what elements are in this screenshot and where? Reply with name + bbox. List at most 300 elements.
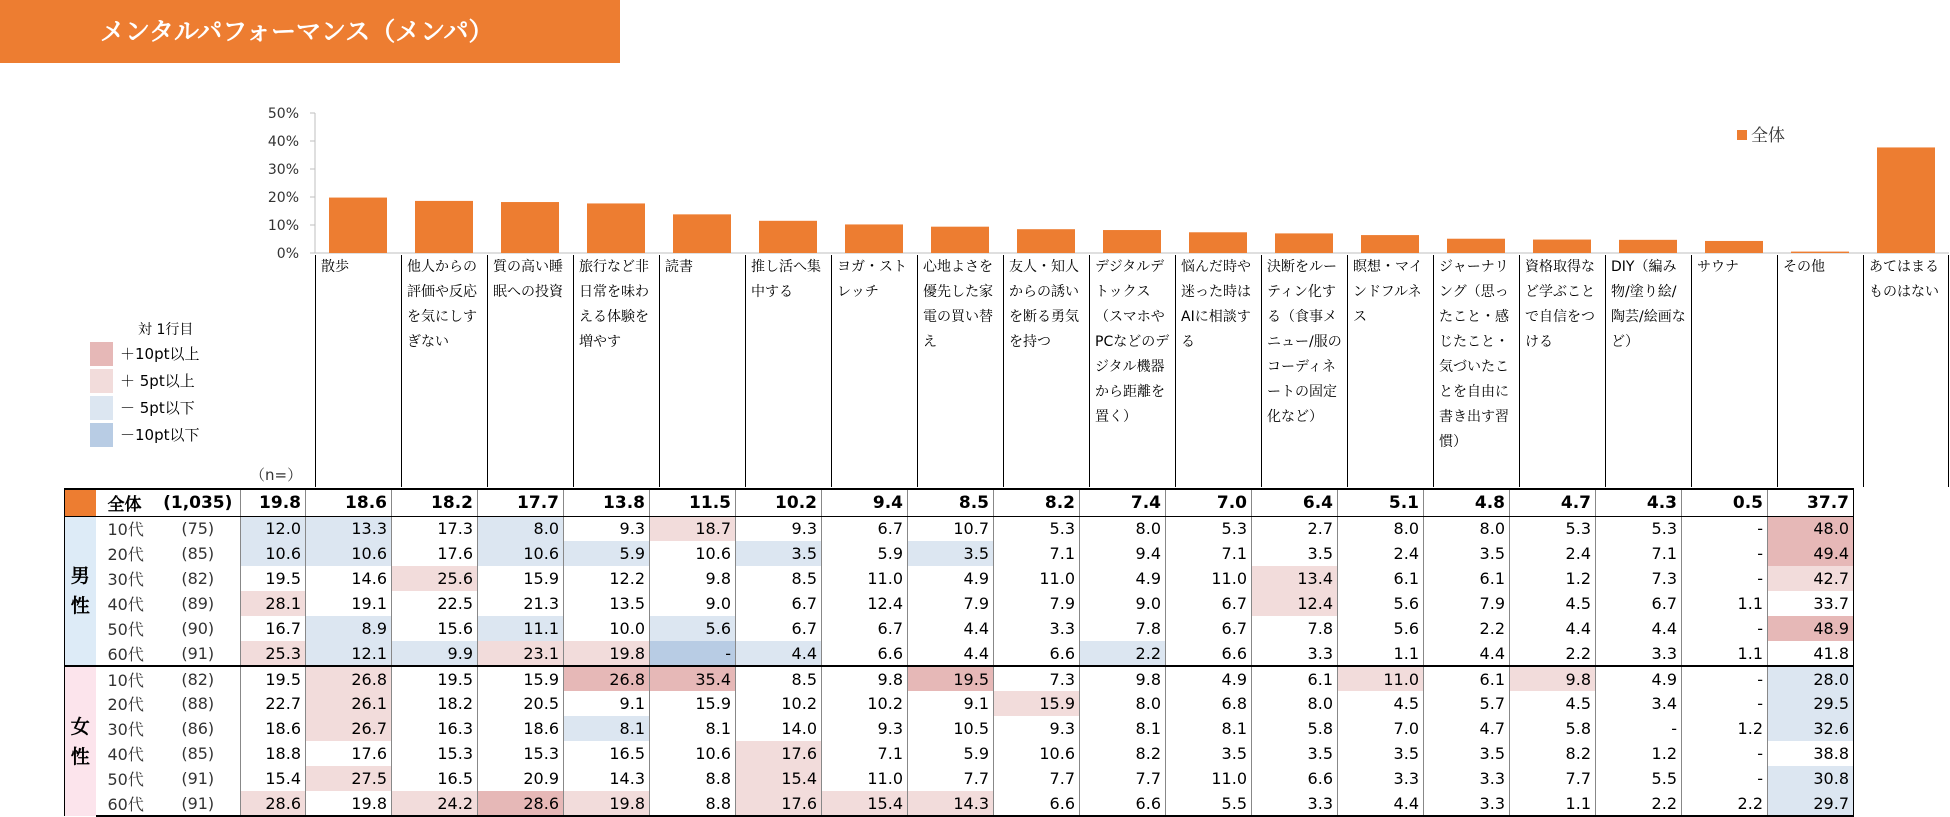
cell-value: 8.0 — [1080, 691, 1166, 716]
category-label: 決断をルーティン化する（食事メニュー/服のコーディネートの固定化など） — [1261, 255, 1347, 487]
cell-value: 33.7 — [1768, 591, 1854, 616]
cell-value: 26.7 — [306, 716, 392, 741]
y-tick-label: 10% — [267, 218, 299, 234]
cell-value: 25.3 — [241, 641, 306, 666]
cell-value: 15.3 — [478, 741, 564, 766]
row-label: 60代 — [96, 791, 156, 816]
cell-value: 8.0 — [1424, 516, 1510, 541]
table-row — [65, 666, 1940, 691]
cell-value: 10.6 — [650, 541, 736, 566]
cell-value: 4.4 — [1424, 641, 1510, 666]
cell-value: 11.0 — [822, 566, 908, 591]
series-legend — [1737, 121, 1785, 146]
cell-value: 9.1 — [564, 691, 650, 716]
cell-value: 5.7 — [1424, 691, 1510, 716]
cell-value: 37.7 — [1768, 489, 1854, 516]
color-key-label: － 5pt以下 — [120, 399, 195, 417]
cell-value: 12.1 — [306, 641, 392, 666]
cell-value: 2.4 — [1338, 541, 1424, 566]
cell-value: 15.9 — [994, 691, 1080, 716]
cell-value: 12.4 — [822, 591, 908, 616]
category-label: 資格取得など学ぶことで自信をつける — [1519, 255, 1605, 487]
cell-value: 7.8 — [1252, 616, 1338, 641]
cell-value: 11.0 — [994, 566, 1080, 591]
cell-value: 18.8 — [241, 741, 306, 766]
cell-value: 41.8 — [1768, 641, 1854, 666]
cell-value: 6.7 — [1166, 591, 1252, 616]
cell-value: 32.6 — [1768, 716, 1854, 741]
cell-value: 8.1 — [564, 716, 650, 741]
category-label: 心地よさを優先した家電の買い替え — [917, 255, 1003, 487]
category-label: 友人・知人からの誘いを断る勇気を持つ — [1003, 255, 1089, 487]
row-label: 50代 — [107, 770, 144, 789]
table-row — [65, 516, 1940, 541]
category-label: サウナ — [1691, 255, 1777, 487]
category-label: 瞑想・マインドフルネス — [1347, 255, 1433, 487]
y-tick-label: 30% — [267, 162, 299, 178]
data-table — [64, 488, 1940, 817]
cell-value: 13.3 — [306, 516, 392, 541]
cell-value: 6.6 — [994, 641, 1080, 666]
cell-value: 6.8 — [1166, 691, 1252, 716]
cell-value: 5.6 — [1338, 591, 1424, 616]
table-row — [65, 791, 1940, 816]
cell-value: 10.6 — [306, 541, 392, 566]
cell-value: 5.1 — [1338, 489, 1424, 516]
cell-value: 6.6 — [994, 791, 1080, 816]
cell-value: 15.3 — [392, 741, 478, 766]
cell-value: 5.3 — [1596, 516, 1682, 541]
row-n: (75) — [181, 519, 215, 539]
cell-value: 19.5 — [241, 566, 306, 591]
cell-value: 1.1 — [1338, 641, 1424, 666]
cell-value: 8.2 — [994, 489, 1080, 516]
cell-value: 7.7 — [908, 766, 994, 791]
cell-value: 8.1 — [1166, 716, 1252, 741]
cell-value: 7.9 — [908, 591, 994, 616]
bar-15 — [1619, 240, 1677, 253]
cell-value: 7.7 — [1080, 766, 1166, 791]
page-title: メンタルパフォーマンス（メンパ） — [0, 0, 620, 63]
cell-value: 5.5 — [1596, 766, 1682, 791]
row-label: 30代 — [107, 570, 144, 589]
cell-value: 3.5 — [1424, 741, 1510, 766]
cell-value: 9.3 — [822, 716, 908, 741]
cell-value: 30.8 — [1768, 766, 1854, 791]
cell-value: - — [1682, 691, 1768, 716]
bar-13 — [1447, 239, 1505, 253]
cell-value: 11.5 — [650, 489, 736, 516]
cell-value: 48.9 — [1768, 616, 1854, 641]
color-key-swatch — [90, 342, 113, 366]
cell-value: 8.2 — [1080, 741, 1166, 766]
row-n: (82) — [156, 666, 241, 691]
cell-value: 3.5 — [1252, 741, 1338, 766]
bar-11 — [1275, 233, 1333, 253]
cell-value: 9.0 — [1080, 591, 1166, 616]
row-n: (88) — [181, 694, 215, 713]
cell-value: 8.5 — [736, 566, 822, 591]
cell-value: 42.7 — [1768, 566, 1854, 591]
cell-value: 5.9 — [564, 541, 650, 566]
cell-value: 3.5 — [1166, 741, 1252, 766]
cell-value: 6.7 — [736, 616, 822, 641]
cell-value: 3.3 — [1596, 641, 1682, 666]
cell-value: 16.5 — [392, 766, 478, 791]
table-row — [65, 591, 1940, 616]
cell-value: 7.9 — [994, 591, 1080, 616]
cell-value: 15.4 — [736, 766, 822, 791]
row-label: 40代 — [107, 595, 144, 614]
cell-value: 15.9 — [478, 566, 564, 591]
cell-value: 1.1 — [1510, 791, 1596, 816]
cell-value: 9.4 — [1080, 541, 1166, 566]
cell-value: 10.2 — [822, 691, 908, 716]
cell-value: 1.2 — [1596, 741, 1682, 766]
cell-value: - — [1682, 741, 1768, 766]
cell-value: 5.3 — [1166, 516, 1252, 541]
cell-value: 1.2 — [1682, 716, 1768, 741]
cell-value: 17.7 — [478, 489, 564, 516]
bar-2 — [501, 202, 559, 253]
cell-value: 7.9 — [1424, 591, 1510, 616]
cell-value: 15.4 — [822, 791, 908, 816]
cell-value: 14.0 — [736, 716, 822, 741]
cell-value: 8.1 — [1080, 716, 1166, 741]
cell-value: 9.1 — [908, 691, 994, 716]
bar-9 — [1103, 230, 1161, 253]
cell-value: 17.6 — [736, 791, 822, 816]
bar-6 — [845, 224, 903, 253]
table-row — [65, 691, 1940, 716]
group-label: 女 性 — [65, 666, 96, 816]
cell-value: 8.8 — [650, 791, 736, 816]
cell-value: 3.3 — [1338, 766, 1424, 791]
cell-value: 2.2 — [1596, 791, 1682, 816]
cell-value: 3.5 — [736, 541, 822, 566]
bar-1 — [415, 201, 473, 253]
cell-value: 6.7 — [736, 591, 822, 616]
category-label: 旅行など非日常を味わえる体験を増やす — [573, 255, 659, 487]
bar-17 — [1791, 252, 1849, 253]
bar-4 — [673, 214, 731, 253]
bar-chart — [0, 0, 1950, 260]
legend-label: 全体 — [1751, 126, 1785, 146]
cell-value: 13.4 — [1252, 566, 1338, 591]
cell-value: 4.7 — [1424, 716, 1510, 741]
cell-value: 7.1 — [994, 541, 1080, 566]
cell-value: - — [1682, 541, 1768, 566]
cell-value: 6.6 — [1252, 766, 1338, 791]
color-key-swatch — [90, 369, 113, 393]
cell-value: 19.8 — [306, 791, 392, 816]
cell-value: 29.7 — [1768, 791, 1854, 816]
cell-value: 10.6 — [994, 741, 1080, 766]
cell-value: 12.4 — [1252, 591, 1338, 616]
cell-value: - — [1682, 566, 1768, 591]
cell-value: 6.1 — [1338, 566, 1424, 591]
cell-value: 8.0 — [1080, 516, 1166, 541]
cell-value: 4.5 — [1510, 591, 1596, 616]
cell-value: 24.2 — [392, 791, 478, 816]
cell-value: 3.3 — [1252, 791, 1338, 816]
category-label: DIY（編み物/塗り絵/陶芸/絵画など） — [1605, 255, 1691, 487]
cell-value: 7.0 — [1338, 716, 1424, 741]
cell-value: 7.3 — [1596, 566, 1682, 591]
total-marker — [65, 489, 96, 516]
cell-value: 6.7 — [1166, 616, 1252, 641]
category-label: 悩んだ時や迷った時はAIに相談する — [1175, 255, 1261, 487]
cell-value: 18.6 — [478, 716, 564, 741]
cell-value: 3.5 — [1252, 541, 1338, 566]
cell-value: 15.4 — [241, 766, 306, 791]
cell-value: 3.5 — [1424, 541, 1510, 566]
cell-value: 15.9 — [478, 666, 564, 691]
cell-value: 15.9 — [650, 691, 736, 716]
table-row — [65, 716, 1940, 741]
cell-value: 7.7 — [994, 766, 1080, 791]
bar-12 — [1361, 235, 1419, 253]
cell-value: 19.5 — [908, 666, 994, 691]
row-n: (91) — [181, 643, 215, 663]
cell-value: 28.0 — [1768, 666, 1854, 691]
category-label: デジタルデトックス（スマホやPCなどのデジタル機器から距離を置く） — [1089, 255, 1175, 487]
cell-value: 12.2 — [564, 566, 650, 591]
cell-value: 19.1 — [306, 591, 392, 616]
color-key-item — [90, 369, 200, 393]
cell-value: 3.3 — [1252, 641, 1338, 666]
cell-value: 5.8 — [1510, 716, 1596, 741]
cell-value: 7.1 — [822, 741, 908, 766]
cell-value: 11.0 — [1166, 766, 1252, 791]
bar-3 — [587, 203, 645, 253]
bar-10 — [1189, 232, 1247, 253]
cell-value: 7.1 — [1596, 541, 1682, 566]
cell-value: 4.9 — [1596, 666, 1682, 691]
cell-value: 9.0 — [650, 591, 736, 616]
cell-value: 8.0 — [478, 516, 564, 541]
category-label: あてはまるものはない — [1863, 255, 1949, 487]
row-label: 20代 — [107, 695, 144, 714]
cell-value: 18.6 — [241, 716, 306, 741]
cell-value: 13.8 — [564, 489, 650, 516]
cell-value: 3.3 — [1424, 791, 1510, 816]
cell-value: 6.7 — [822, 616, 908, 641]
cell-value: 11.0 — [822, 766, 908, 791]
cell-value: 16.5 — [564, 741, 650, 766]
cell-value: 10.5 — [908, 716, 994, 741]
cell-value: 9.8 — [650, 566, 736, 591]
cell-value: 18.6 — [306, 489, 392, 516]
color-key-label: －10pt以下 — [120, 426, 200, 444]
color-key — [90, 318, 200, 450]
cell-value: 3.5 — [908, 541, 994, 566]
cell-value: 17.3 — [392, 516, 478, 541]
color-key-item — [90, 342, 200, 366]
cell-value: 19.8 — [564, 641, 650, 666]
cell-value: 10.2 — [736, 691, 822, 716]
cell-value: 22.5 — [392, 591, 478, 616]
cell-value: 14.3 — [908, 791, 994, 816]
cell-value: 17.6 — [736, 741, 822, 766]
cell-value: 0.5 — [1682, 489, 1768, 516]
cell-value: 6.4 — [1252, 489, 1338, 516]
cell-value: 8.0 — [1338, 516, 1424, 541]
table-row — [65, 616, 1940, 641]
category-label: ヨガ・ストレッチ — [831, 255, 917, 487]
cell-value: 28.6 — [241, 791, 306, 816]
cell-value: 11.0 — [1166, 566, 1252, 591]
cell-value: 16.7 — [241, 616, 306, 641]
cell-value: 9.9 — [392, 641, 478, 666]
cell-value: 49.4 — [1768, 541, 1854, 566]
cell-value: 12.0 — [241, 516, 306, 541]
color-key-title: 対 1行目 — [138, 322, 194, 338]
cell-value: 4.4 — [1338, 791, 1424, 816]
cell-value: 21.3 — [478, 591, 564, 616]
cell-value: 5.5 — [1166, 791, 1252, 816]
cell-value: 8.5 — [908, 489, 994, 516]
cell-value: 7.3 — [994, 666, 1080, 691]
cell-value: 10.6 — [241, 541, 306, 566]
cell-value: 19.8 — [564, 791, 650, 816]
cell-value: 10.6 — [650, 741, 736, 766]
cell-value: 9.3 — [736, 516, 822, 541]
cell-value: 23.1 — [478, 641, 564, 666]
cell-value: 16.3 — [392, 716, 478, 741]
table-row — [65, 766, 1940, 791]
row-n: (90) — [181, 619, 215, 638]
group-label: 男 性 — [65, 516, 96, 666]
row-label: 30代 — [107, 720, 144, 739]
table-row — [65, 741, 1940, 766]
row-n: (82) — [181, 569, 215, 588]
row-n: (89) — [181, 594, 215, 613]
category-label: 他人からの評価や反応を気にしすぎない — [401, 255, 487, 487]
n-header: （n=） — [250, 466, 303, 484]
cell-value: 3.3 — [1424, 766, 1510, 791]
cell-value: 26.1 — [306, 691, 392, 716]
cell-value: 26.8 — [564, 666, 650, 691]
cell-value: 1.1 — [1682, 591, 1768, 616]
cell-value: 4.7 — [1510, 489, 1596, 516]
cell-value: 15.6 — [392, 616, 478, 641]
cell-value: 8.9 — [306, 616, 392, 641]
cell-value: 11.0 — [1338, 666, 1424, 691]
cell-value: 28.1 — [241, 591, 306, 616]
cell-value: 8.5 — [736, 666, 822, 691]
cell-value: 6.6 — [1166, 641, 1252, 666]
table-row — [65, 566, 1940, 591]
cell-value: 5.6 — [1338, 616, 1424, 641]
y-tick-label: 50% — [267, 106, 299, 122]
cell-value: 10.0 — [564, 616, 650, 641]
cell-value: 19.8 — [241, 489, 306, 516]
cell-value: - — [650, 641, 736, 666]
cell-value: 18.7 — [650, 516, 736, 541]
cell-value: 13.5 — [564, 591, 650, 616]
cell-value: 6.7 — [822, 516, 908, 541]
row-n: (91) — [156, 791, 241, 816]
category-label: 読書 — [659, 255, 745, 487]
color-key-item — [90, 396, 200, 420]
color-key-swatch — [90, 423, 113, 447]
cell-value: 8.1 — [650, 716, 736, 741]
color-key-label: ＋ 5pt以上 — [120, 372, 195, 390]
cell-value: 10.2 — [736, 489, 822, 516]
row-label: 10代 — [107, 520, 144, 540]
category-label: 散歩 — [315, 255, 401, 487]
cell-value: 22.7 — [241, 691, 306, 716]
cell-value: 18.2 — [392, 489, 478, 516]
cell-value: 3.5 — [1338, 741, 1424, 766]
cell-value: 19.5 — [392, 666, 478, 691]
cell-value: 4.4 — [1596, 616, 1682, 641]
cell-value: 3.4 — [1596, 691, 1682, 716]
cell-value: - — [1682, 666, 1768, 691]
row-n: (85) — [181, 744, 215, 763]
cell-value: 4.4 — [908, 616, 994, 641]
bar-16 — [1705, 241, 1763, 253]
row-label: 10代 — [96, 666, 156, 691]
row-label: 全体 — [96, 489, 156, 516]
cell-value: 6.1 — [1424, 566, 1510, 591]
cell-value: 2.2 — [1682, 791, 1768, 816]
cell-value: 4.5 — [1510, 691, 1596, 716]
row-label: 60代 — [107, 644, 144, 664]
cell-value: 25.6 — [392, 566, 478, 591]
cell-value: 27.5 — [306, 766, 392, 791]
category-label: 推し活へ集中する — [745, 255, 831, 487]
color-key-item — [90, 423, 200, 447]
y-tick-label: 20% — [267, 190, 299, 206]
cell-value: - — [1682, 616, 1768, 641]
cell-value: 2.2 — [1424, 616, 1510, 641]
cell-value: 10.6 — [478, 541, 564, 566]
cell-value: 4.9 — [1080, 566, 1166, 591]
row-n: (1,035) — [156, 489, 241, 516]
category-label: 質の高い睡眠への投資 — [487, 255, 573, 487]
table-row — [65, 541, 1940, 566]
cell-value: 11.1 — [478, 616, 564, 641]
color-key-swatch — [90, 396, 113, 420]
cell-value: 26.8 — [306, 666, 392, 691]
cell-value: 5.3 — [994, 516, 1080, 541]
row-n: (91) — [181, 769, 215, 788]
cell-value: 3.3 — [994, 616, 1080, 641]
cell-value: 8.0 — [1252, 691, 1338, 716]
cell-value: 28.6 — [478, 791, 564, 816]
cell-value: 2.4 — [1510, 541, 1596, 566]
bar-14 — [1533, 240, 1591, 253]
bar-5 — [759, 221, 817, 253]
cell-value: 17.6 — [392, 541, 478, 566]
cell-value: 9.8 — [822, 666, 908, 691]
cell-value: 14.6 — [306, 566, 392, 591]
cell-value: - — [1596, 716, 1682, 741]
row-label: 40代 — [107, 745, 144, 764]
cell-value: 6.1 — [1252, 666, 1338, 691]
cell-value: - — [1682, 766, 1768, 791]
y-tick-label: 40% — [267, 134, 299, 150]
cell-value: 7.8 — [1080, 616, 1166, 641]
cell-value: 20.9 — [478, 766, 564, 791]
cell-value: 2.7 — [1252, 516, 1338, 541]
cell-value: 20.5 — [478, 691, 564, 716]
row-label: 20代 — [107, 545, 144, 564]
cell-value: 14.3 — [564, 766, 650, 791]
cell-value: 4.4 — [736, 641, 822, 666]
